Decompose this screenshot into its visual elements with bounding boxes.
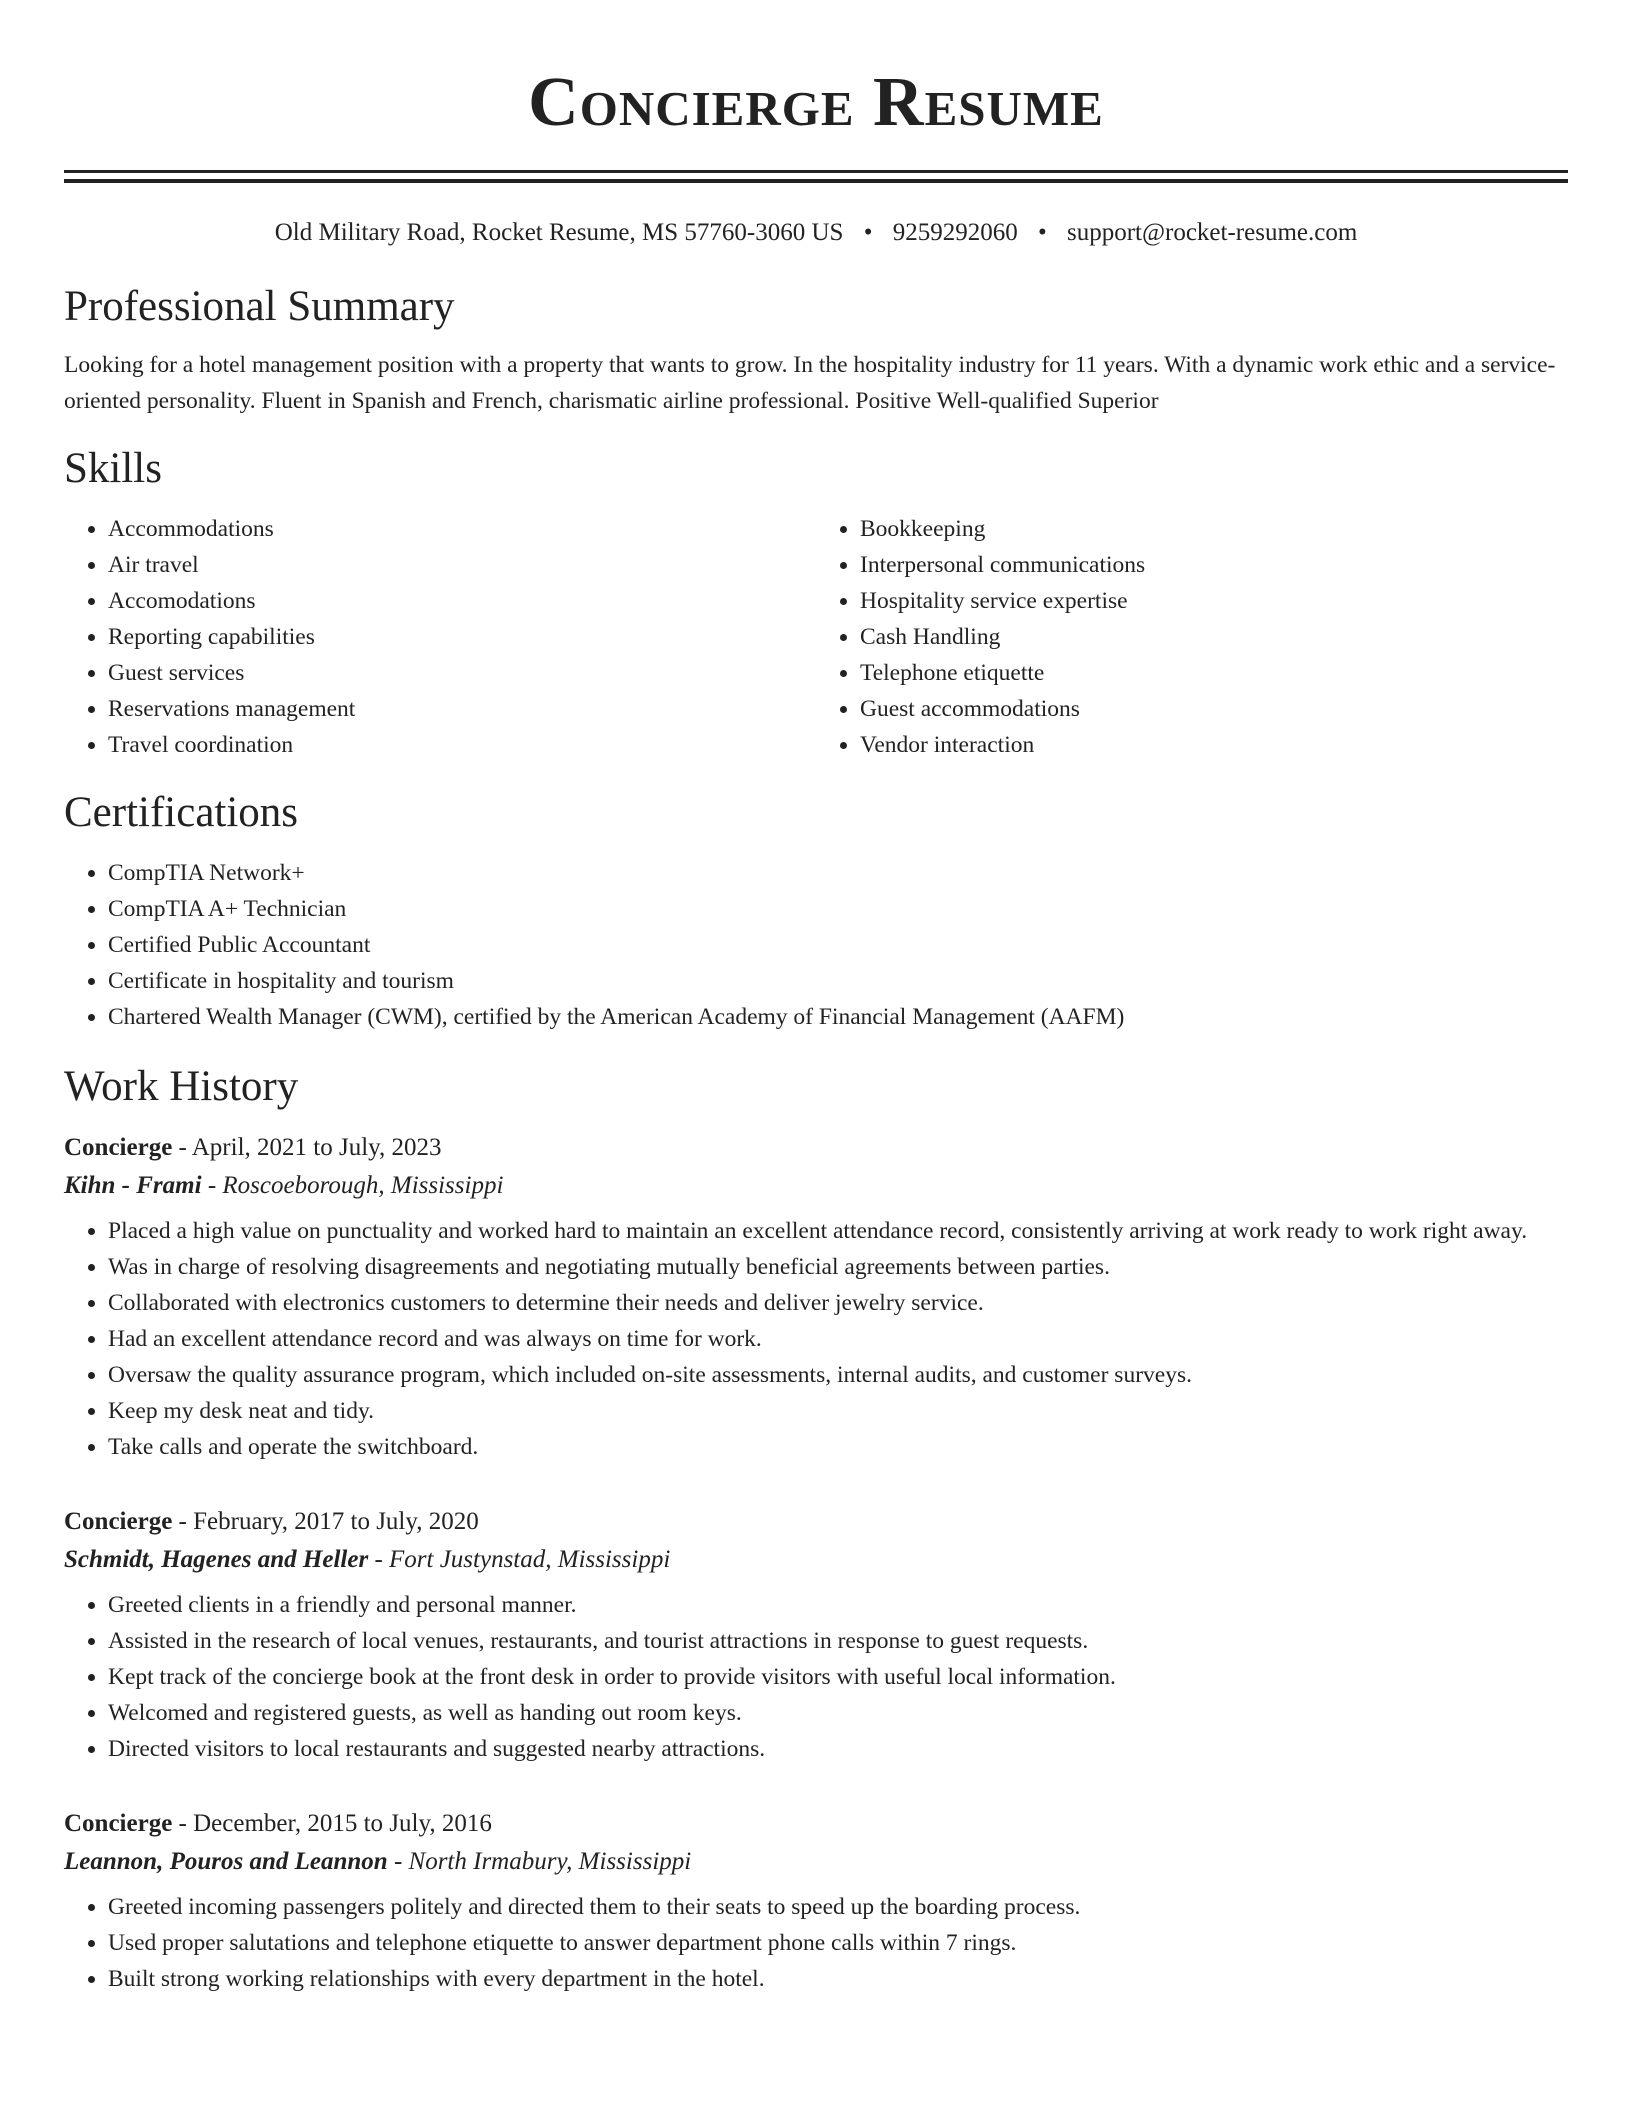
skill-item: • Cash Handling: [860, 619, 1568, 655]
job-company-line: Kihn - Frami - Roscoeborough, Mississippi: [64, 1172, 504, 1199]
job-bullet: • Keep my desk neat and tidy.: [108, 1393, 1568, 1429]
work-history-heading: Work History: [64, 1063, 299, 1110]
skill-item: • Accomodations: [108, 583, 816, 619]
job-bullet: • Collaborated with electronics customers to determine their needs and deliver jewelry service.: [108, 1285, 1568, 1321]
skill-item: • Interpersonal communications: [860, 547, 1568, 583]
contact-address: Old Military Road, Rocket Resume, MS 57760-3060 US: [274, 219, 844, 246]
contact-separator: •: [1037, 219, 1047, 246]
job-entry: [64, 1503, 1568, 1767]
job-title: Concierge: [64, 1508, 173, 1535]
work-history-section: [64, 1059, 1568, 1997]
skill-item: • Accommodations: [108, 511, 816, 547]
skill-item: • Guest services: [108, 655, 816, 691]
skills-columns: [64, 511, 1568, 763]
job-dates: April, 2021 to July, 2023: [191, 1134, 442, 1161]
job-title-line: Concierge - April, 2021 to July, 2023: [64, 1134, 442, 1161]
skill-item: • Telephone etiquette: [860, 655, 1568, 691]
contact-separator: •: [863, 219, 873, 246]
skills-heading: Skills: [64, 445, 162, 492]
job-bullets: [64, 1889, 1568, 1997]
certifications-list: [64, 855, 1568, 1035]
job-company: Kihn - Frami: [64, 1172, 202, 1199]
job-bullet: • Had an excellent attendance record and was always on time for work.: [108, 1321, 1568, 1357]
job-title: Concierge: [64, 1810, 173, 1837]
job-dates: December, 2015 to July, 2016: [193, 1810, 492, 1837]
skill-item: • Reporting capabilities: [108, 619, 816, 655]
skill-item: • Air travel: [108, 547, 816, 583]
contact-line: [64, 217, 1568, 249]
certification-item: • Certificate in hospitality and tourism: [108, 963, 1568, 999]
job-location: Roscoeborough, Mississippi: [222, 1172, 504, 1199]
summary-text: Looking for a hotel management position with a property that wants to grow. In the hospitality industry for 11 years. With a dynamic work ethic and a service-oriented personality. Fluent in Spanish and French, charismatic airline professional. Positive Well-qualified Superior: [64, 352, 1556, 414]
job-bullet: • Greeted incoming passengers politely and directed them to their seats to speed up the boarding process.: [108, 1889, 1568, 1925]
skill-item: • Travel coordination: [108, 727, 816, 763]
job-bullet: • Take calls and operate the switchboard.: [108, 1429, 1568, 1465]
job-title-line: Concierge - February, 2017 to July, 2020: [64, 1508, 479, 1535]
contact-phone: 9259292060: [892, 219, 1018, 246]
job-location: North Irmabury, Mississippi: [408, 1848, 692, 1875]
job-bullet: • Assisted in the research of local venues, restaurants, and tourist attractions in response to guest requests.: [108, 1623, 1568, 1659]
job-bullet: • Used proper salutations and telephone etiquette to answer department phone calls within 7 rings.: [108, 1925, 1568, 1961]
skill-item: • Vendor interaction: [860, 727, 1568, 763]
job-company: Leannon, Pouros and Leannon: [64, 1848, 388, 1875]
job-bullets: [64, 1213, 1568, 1465]
job-bullets: [64, 1587, 1568, 1767]
job-bullet: • Oversaw the quality assurance program, which included on-site assessments, internal audits, and customer surveys.: [108, 1357, 1568, 1393]
job-bullet: • Welcomed and registered guests, as well as handing out room keys.: [108, 1695, 1568, 1731]
certifications-heading: Certifications: [64, 789, 299, 836]
skill-item: • Guest accommodations: [860, 691, 1568, 727]
job-company-line: Leannon, Pouros and Leannon - North Irmabury, Mississippi: [64, 1848, 692, 1875]
job-entry: [64, 1129, 1568, 1465]
title-rule-top: [64, 170, 1568, 173]
skill-item: • Hospitality service expertise: [860, 583, 1568, 619]
job-title: Concierge: [64, 1134, 173, 1161]
skills-section: [64, 441, 1568, 763]
summary-heading: Professional Summary: [64, 283, 455, 330]
job-bullet: • Was in charge of resolving disagreements and negotiating mutually beneficial agreements between parties.: [108, 1249, 1568, 1285]
skills-list-right: [816, 511, 1568, 763]
page-title: Concierge Resume: [528, 64, 1104, 141]
job-company: Schmidt, Hagenes and Heller: [64, 1546, 369, 1573]
job-bullet: • Kept track of the concierge book at the front desk in order to provide visitors with useful local information.: [108, 1659, 1568, 1695]
certification-item: • CompTIA A+ Technician: [108, 891, 1568, 927]
skill-item: • Bookkeeping: [860, 511, 1568, 547]
certification-item: • Certified Public Accountant: [108, 927, 1568, 963]
job-bullet: • Placed a high value on punctuality and worked hard to maintain an excellent attendance record, consistently arriving at work ready to work right away.: [108, 1213, 1568, 1249]
skills-list-left: [64, 511, 816, 763]
job-bullet: • Greeted clients in a friendly and personal manner.: [108, 1587, 1568, 1623]
job-bullet: • Directed visitors to local restaurants and suggested nearby attractions.: [108, 1731, 1568, 1767]
certification-item: • Chartered Wealth Manager (CWM), certified by the American Academy of Financial Management (AAFM): [108, 999, 1568, 1035]
certifications-section: [64, 785, 1568, 1035]
job-bullet: • Built strong working relationships with every department in the hotel.: [108, 1961, 1568, 1997]
job-location: Fort Justynstad, Mississippi: [389, 1546, 671, 1573]
contact-email: support@rocket-resume.com: [1066, 219, 1358, 246]
job-title-line: Concierge - December, 2015 to July, 2016: [64, 1810, 492, 1837]
job-company-line: Schmidt, Hagenes and Heller - Fort Justynstad, Mississippi: [64, 1546, 671, 1573]
summary-section: [64, 279, 1568, 419]
job-entry: [64, 1805, 1568, 1997]
job-dates: February, 2017 to July, 2020: [193, 1508, 479, 1535]
title-rule-bottom: [64, 179, 1568, 183]
certification-item: • CompTIA Network+: [108, 855, 1568, 891]
skill-item: • Reservations management: [108, 691, 816, 727]
